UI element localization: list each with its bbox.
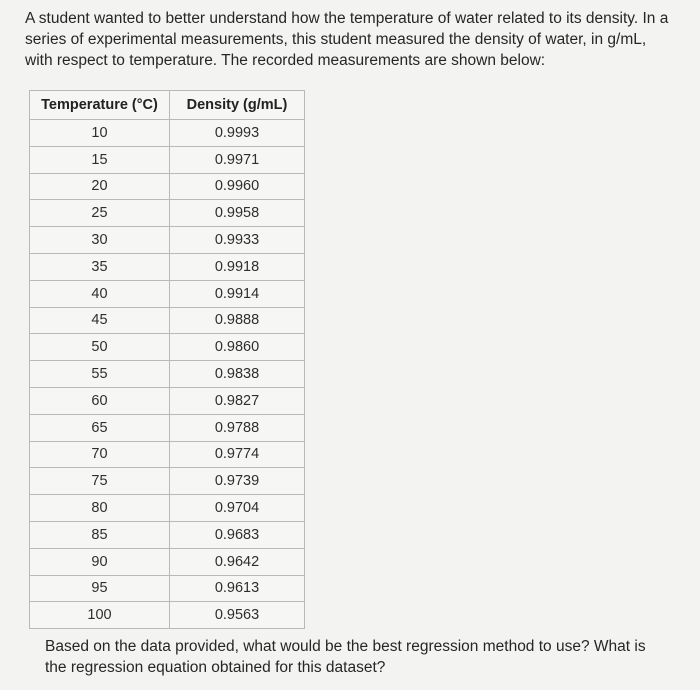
table-row [30, 575, 305, 602]
table-row [30, 414, 305, 441]
table-row [30, 387, 305, 414]
density-cell: 0.9933 [170, 227, 305, 254]
density-cell: 0.9739 [170, 468, 305, 495]
density-cell: 0.9683 [170, 521, 305, 548]
question-paragraph: Based on the data provided, what would be the best regression method to use? What is the regression equation obtained for this dataset? [45, 638, 646, 676]
temperature-cell: 55 [30, 361, 170, 388]
density-cell: 0.9642 [170, 548, 305, 575]
table-row [30, 307, 305, 334]
header-temperature: Temperature (°C) [30, 91, 170, 120]
table-row [30, 120, 305, 147]
temperature-cell: 50 [30, 334, 170, 361]
table-row [30, 495, 305, 522]
density-cell: 0.9960 [170, 173, 305, 200]
temperature-cell: 60 [30, 387, 170, 414]
table-body [30, 120, 305, 629]
density-table [29, 90, 305, 629]
temperature-cell: 100 [30, 602, 170, 629]
temperature-cell: 75 [30, 468, 170, 495]
intro-paragraph: A student wanted to better understand how the temperature of water related to its density. In a series of experimental measurements, this student measured the density of water, in g/mL, with respect to temperature. The recorded measurements are shown below: [25, 10, 669, 69]
density-cell: 0.9704 [170, 495, 305, 522]
density-cell: 0.9838 [170, 361, 305, 388]
table-row [30, 200, 305, 227]
table-row [30, 602, 305, 629]
density-cell: 0.9888 [170, 307, 305, 334]
density-cell: 0.9860 [170, 334, 305, 361]
table-row [30, 280, 305, 307]
table-row [30, 253, 305, 280]
density-cell: 0.9788 [170, 414, 305, 441]
temperature-cell: 70 [30, 441, 170, 468]
table-row [30, 227, 305, 254]
table-row [30, 441, 305, 468]
header-density: Density (g/mL) [170, 91, 305, 120]
density-cell: 0.9971 [170, 146, 305, 173]
temperature-cell: 15 [30, 146, 170, 173]
temperature-cell: 25 [30, 200, 170, 227]
temperature-cell: 85 [30, 521, 170, 548]
table-row [30, 548, 305, 575]
temperature-cell: 10 [30, 120, 170, 147]
temperature-cell: 20 [30, 173, 170, 200]
table-row [30, 468, 305, 495]
density-cell: 0.9827 [170, 387, 305, 414]
temperature-cell: 30 [30, 227, 170, 254]
density-cell: 0.9774 [170, 441, 305, 468]
temperature-cell: 95 [30, 575, 170, 602]
temperature-cell: 80 [30, 495, 170, 522]
temperature-cell: 45 [30, 307, 170, 334]
table-row [30, 173, 305, 200]
density-cell: 0.9958 [170, 200, 305, 227]
temperature-cell: 35 [30, 253, 170, 280]
density-cell: 0.9993 [170, 120, 305, 147]
temperature-cell: 40 [30, 280, 170, 307]
table-row [30, 361, 305, 388]
temperature-cell: 65 [30, 414, 170, 441]
density-cell: 0.9563 [170, 602, 305, 629]
density-cell: 0.9613 [170, 575, 305, 602]
table-row [30, 146, 305, 173]
table-row [30, 521, 305, 548]
density-table-container [29, 90, 305, 629]
density-cell: 0.9914 [170, 280, 305, 307]
temperature-cell: 90 [30, 548, 170, 575]
table-row [30, 334, 305, 361]
density-cell: 0.9918 [170, 253, 305, 280]
table-header-row [30, 91, 305, 120]
